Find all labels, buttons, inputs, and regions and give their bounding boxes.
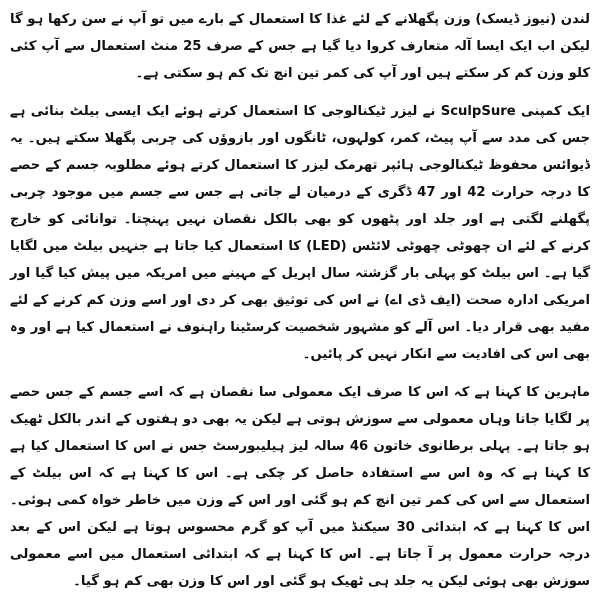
article-paragraph-device: ایک کمپنی SculpSure نے لیزر ٹیکنالوجی کا استعمال کرتے ہوئے ایک ایسی بیلٹ بنائی ہے جس کی مدد سے آپ پیٹ، کمر، کولہوں، ٹانگوں اور بازوؤں کی چربی پگھلا سکتے ہیں۔ یہ ڈیوائس محفوظ ٹیکنالوجی ہائپر تھرمک لیزر کا استعمال کرتے ہوئے مطلوبہ جسم کے حصے کا درجہ حرارت 42 اور 47 ڈگری کے درمیان لے جاتی ہے جس سے جسم میں موجود چربی پگھلنے لگتی ہے اور جلد اور پٹھوں کو بھی بالکل نقصان نہیں پہنچتا۔ توانائی کو خارج کرنے کے لئے ان چھوٹی چھوٹی لائٹس (LED) کا استعمال کیا جاتا ہے جنہیں بیلٹ میں لگایا گیا ہے۔ اس بیلٹ کو پہلی بار گزشتہ سال اپریل کے مہینے میں امریکہ میں پیش کیا گیا اور امریکی ادارہ صحت (ایف ڈی اے) نے اس کی توثیق بھی کر دی اور اسے وزن کم کرنے کے لئے مفید بھی قرار دیا۔ اس آلے کو مشہور شخصیت کرسٹینا راہنوف نے استعمال کیا ہے اور وہ بھی اس کی افادیت سے انکار نہیں کر پائیں۔	[10, 104, 590, 362]
article-paragraph-intro: لندن (نیوز ڈیسک) وزن پگھلانے کے لئے غذا کا استعمال کے بارے میں تو آپ نے سن رکھا ہو گا لیکن اب ایک ایسا آلہ متعارف کروا دیا گیا ہے جس کے صرف 25 منٹ استعمال سے آپ کئی کلو وزن کم کر سکتے ہیں اور آپ کی کمر تین انچ تک کم ہو سکتی ہے۔	[10, 12, 590, 81]
article-paragraph-experts: ماہرین کا کہنا ہے کہ اس کا صرف ایک معمولی سا نقصان ہے کہ اسے جسم کے جس حصے پر لگایا جاتا وہاں معمولی سے سوزش ہوتی ہے لیکن یہ بھی دو ہفتوں کے اندر بالکل ٹھیک ہو جاتا ہے۔ پہلی برطانوی خاتون 46 سالہ لیز ہیلیبورسٹ جس نے اس کا استعمال کیا ہے کا کہنا ہے کہ وہ اس سے استفادہ حاصل کر چکی ہے۔ اس کا کہنا ہے کہ اس بیلٹ کے استعمال سے اس کی کمر تین انچ کم ہو گئی اور اس کے وزن میں خاطر خواہ کمی ہوئی۔ اس کا کہنا ہے کہ ابتدائی 30 سیکنڈ میں آپ کو گرم محسوس ہوتا ہے لیکن اس کے بعد درجہ حرارت معمول پر آ جاتا ہے۔ اس کا کہنا ہے کہ ابتدائی استعمال میں اسے معمولی سوزش بھی ہوئی لیکن یہ جلد ہی ٹھیک ہو گئی اور اس کا وزن بھی کم ہو گیا۔	[10, 385, 590, 589]
